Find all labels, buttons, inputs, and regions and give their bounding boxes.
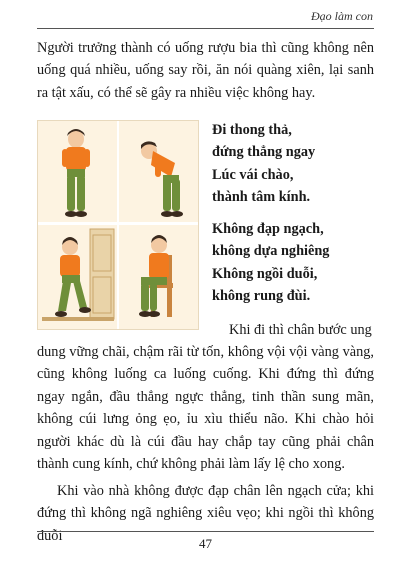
boy-bowing-illustration [119, 121, 197, 221]
running-header: Đạo làm con [311, 9, 373, 23]
poem-line: Đi thong thả, [212, 122, 292, 138]
poem-line: không dựa nghiêng [212, 243, 330, 260]
header-rule [37, 28, 374, 29]
page-number: 47 [199, 536, 212, 551]
poem-line: Không đạp ngạch, [212, 221, 324, 237]
footer-rule [37, 531, 374, 532]
poem-line: không rung đùi. [212, 288, 311, 305]
paragraph-intro: Người trưởng thành có uống rượu bia thì cũng không nên uống quá nhiều, uống say rồi, ăn nói quàng xiên, lại sanh ra tật xấu, có thể sẽ gây ra nhiều việc không hay. [37, 40, 374, 101]
poem-stanza-1 [212, 119, 382, 209]
poem-line: Lúc vái chào, [212, 166, 294, 183]
illustration-manners [37, 120, 199, 330]
boy-sitting-illustration [119, 225, 197, 325]
poem-line: đứng thẳng ngay [212, 144, 316, 161]
poem-line: thành tâm kính. [212, 189, 311, 206]
poem-line: Không ngồi duỗi, [212, 265, 318, 282]
paragraph-doorway: Khi vào nhà không được đạp chân lên ngạch cửa; khi đứng thì không ngã nghiêng xiêu vẹo; khi ngồi thì không duỗi [37, 483, 374, 544]
boy-walking-illustration [38, 121, 116, 221]
paragraph-conduct: dung vững chãi, chậm rãi từ tốn, không vội vội vàng vàng, cũng không luống ca luống cuống. Khi đứng thì đứng ngay ngắn, đầu thẳng ngực thẳng, tinh thần sung mãn, không cúi lưng ỏng ẹo, ỉu xìu thiểu não. Khi chào hỏi người khác dù là cúi đầu hay chắp tay cũng phải chân thành cung kính, chứ không phải làm lấy lệ cho xong. [37, 344, 374, 473]
poem-stanza-2 [212, 218, 382, 308]
boy-at-door-illustration [38, 225, 116, 325]
paragraph-conduct-first-line: Khi đi thì chân bước ung [229, 322, 372, 338]
